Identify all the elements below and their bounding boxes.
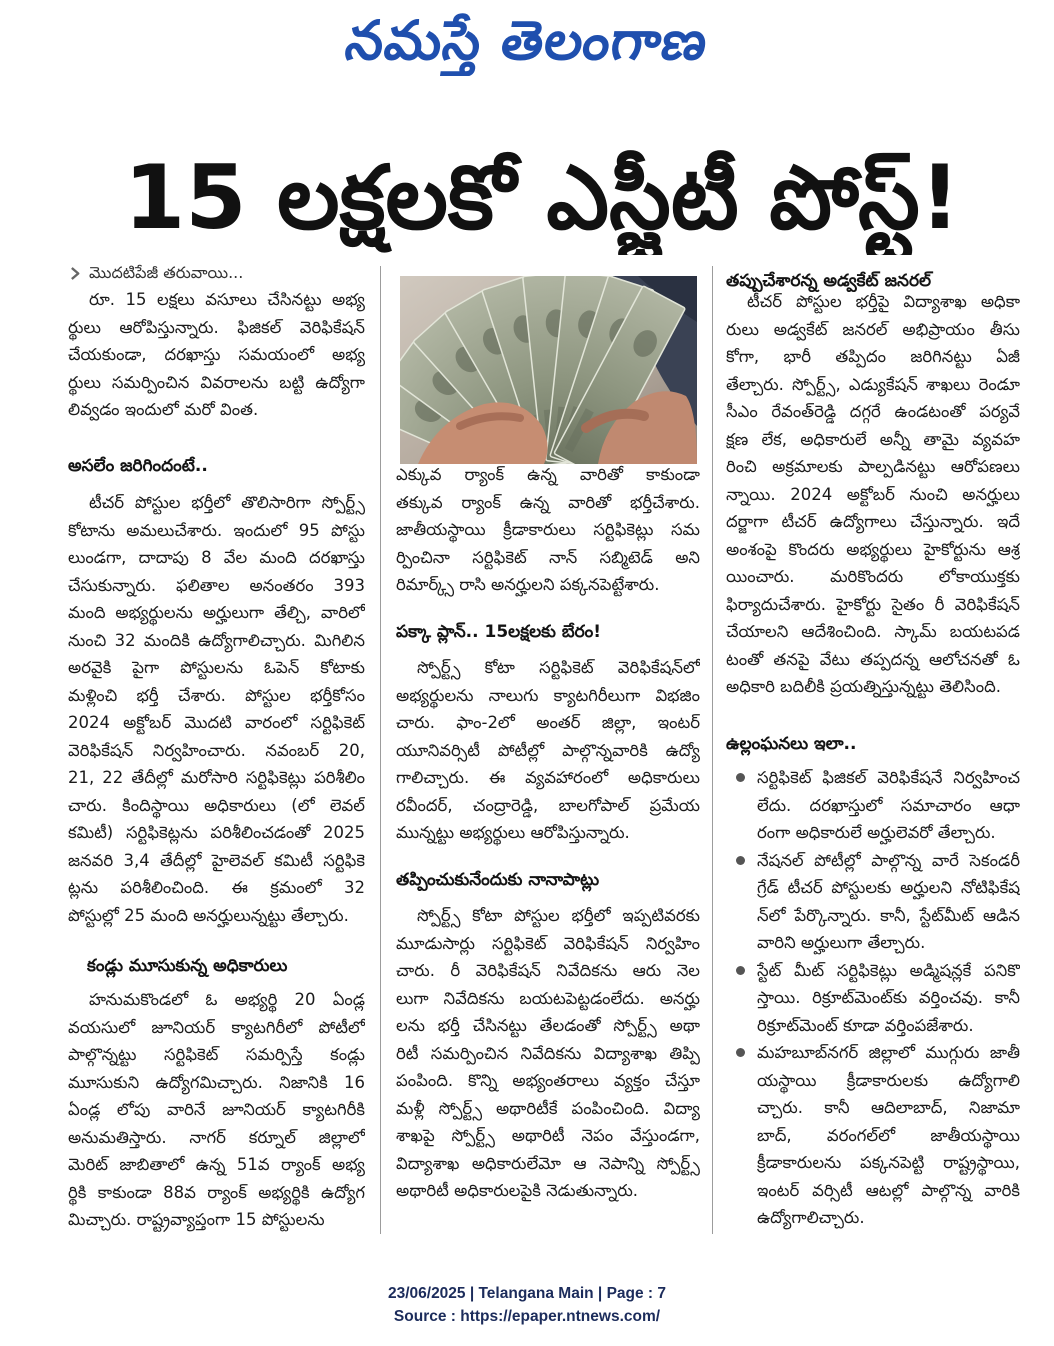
text-line: అధికారి బదిలీకి ప్రయత్నిస్తున్నట్టు తెలిసింది. bbox=[726, 677, 1001, 696]
text-line: న్నాయి. 2024 అక్టోబర్ నుంచి అనర్హులు bbox=[726, 484, 1020, 504]
subheading: తప్పుచేశారన్న అడ్వకేట్ జనరల్ bbox=[726, 271, 932, 291]
bullet-icon bbox=[736, 856, 745, 865]
text-line: చేయకుండా, దరఖాస్తు సమయంలో అభ్య bbox=[68, 345, 365, 364]
text-line: అభ్యర్థులను నాలుగు క్యాటగిరీలుగా విభజిం bbox=[396, 685, 700, 705]
text-line: పంపింది. కొన్ని అభ్యంతరాలు వ్యక్తం చేస్తూ bbox=[396, 1071, 700, 1090]
text-line: ర్పించినా సర్టిఫికెట్ నాన్ సబ్మిటెడ్ అని bbox=[396, 547, 700, 567]
text-line: 21, 22 తేదీల్లో మరోసారి సర్టిఫికెట్లు పరిశీలిం bbox=[68, 768, 365, 787]
text-line: మూడుసార్లు సర్టిఫికెట్ వెరిఫికేషన్ నిర్వహిం bbox=[396, 933, 700, 953]
column-divider bbox=[380, 266, 381, 1234]
text-line: అరవైకి పైగా పోస్టులను ఓపెన్ కోటాకు bbox=[68, 658, 365, 677]
paragraph bbox=[68, 986, 365, 1234]
text-line: తేల్చారు. స్పోర్ట్స్, ఎడ్యుకేషన్ శాఖలు రెండూ bbox=[726, 374, 1020, 394]
list-item-text bbox=[757, 847, 1020, 957]
text-line: దర్జాగా టీచర్ ఉద్యోగాలు చేస్తున్నారు. ఇదే bbox=[726, 512, 1020, 531]
text-line: 2024 అక్టోబర్ మొదటి వారంలో సర్టిఫికెట్ bbox=[68, 713, 365, 732]
text-line: విద్యాశాఖ అధికారులేమో ఆ నెపాన్ని స్పోర్ట్స్ bbox=[396, 1153, 700, 1173]
text-line: జనవరి 3,4 తేదీల్లో హైలెవల్ కమిటీ సర్టిఫికె bbox=[68, 850, 365, 870]
text-line: మిచ్చారు. రాష్ట్రవ్యాప్తంగా 15 పోస్టులను bbox=[68, 1210, 325, 1229]
subheading: కండ్లు మూసుకున్న అధికారులు bbox=[87, 956, 288, 976]
continued-from-note bbox=[68, 259, 365, 287]
text-line: ఏండ్ల లోపు వారినే జూనియర్ క్యాటగిరీకి bbox=[68, 1100, 365, 1119]
text-line: వెరిఫికేషన్ నిర్వహించారు. నవంబర్ 20, bbox=[68, 740, 365, 760]
text-line: టంతో తనపై వేటు తప్పదన్న ఆలోచనతో ఓ bbox=[726, 649, 1020, 669]
text-line: రూ. 15 లక్షలు వసూలు చేసినట్టు అభ్య bbox=[89, 290, 365, 309]
text-line: లుగా నివేదికను బయటపెట్టడంలేదు. అనర్హు bbox=[396, 988, 700, 1008]
text-line: స్టేట్ మీట్ సర్టిఫికెట్లు అడ్మిషన్లకే పనికొ bbox=[757, 960, 1020, 980]
violations-list bbox=[726, 764, 1020, 1232]
list-item bbox=[726, 847, 1020, 957]
text-line: లుండగా, దాదాపు 8 వేల మంది దరఖాస్తు bbox=[68, 548, 365, 567]
column-2 bbox=[396, 255, 700, 1240]
bullet-icon bbox=[736, 1048, 745, 1057]
column-3 bbox=[726, 255, 1020, 1240]
text-line: రులు అడ్వకేట్ జనరల్ అభిప్రాయం తీసు bbox=[726, 319, 1020, 339]
text-line: ఉద్యోగాలిచ్చారు. bbox=[757, 1208, 865, 1227]
text-line: చేసుకున్నారు. ఫలితాల అనంతరం 393 bbox=[68, 575, 365, 595]
rupee-notes-photo bbox=[400, 276, 697, 464]
text-line: పోస్టుల్లో 25 మంది అనర్హులున్నట్టు తేల్చారు. bbox=[68, 905, 349, 925]
text-line: మళ్లీ స్పోర్ట్స్ అథారిటీకే పంపించింది. విద్యా bbox=[396, 1098, 700, 1118]
text-line: మళ్లించి భర్తీ చేశారు. పోస్టుల భర్తీకోసం bbox=[68, 685, 365, 705]
text-line: సీఎం రేవంత్‌రెడ్డి దగ్గరే ఉండటంతో పర్యవే bbox=[726, 402, 1020, 421]
text-line: తక్కువ ర్యాంక్ ఉన్న వారితో భర్తీచేశారు. bbox=[396, 492, 700, 512]
text-line: చారు. ఫాం-2లో అంతర్ జిల్లా, ఇంటర్ bbox=[396, 713, 700, 732]
text-line: ఫిర్యాదుచేశారు. హైకోర్టు సైతం రీ వెరిఫికేషన్ bbox=[726, 594, 1020, 614]
continued-label: మొదటిపేజీ తరువాయి... bbox=[89, 263, 244, 282]
text-line: టీచర్ పోస్టుల భర్తీపై విద్యాశాఖ అధికా bbox=[747, 292, 1020, 311]
paragraph bbox=[68, 489, 365, 929]
text-line: మహబూబ్‌నగర్ జిల్లాలో ముగ్గురు జాతీ bbox=[757, 1043, 1020, 1062]
text-line: క్షణ లేక, అధికారులే అన్నీ తామై వ్యవహ bbox=[726, 429, 1020, 449]
text-line: అనుమతిస్తారు. నాగర్ కర్నూల్ జిల్లాలో bbox=[68, 1127, 365, 1147]
text-line: శాఖపై స్పోర్ట్స్ అథారిటీ నెపం వేస్తుండగా, bbox=[396, 1126, 700, 1145]
text-line: నుంచి 32 మందికి ఉద్యోగాలిచ్చారు. మిగిలిన bbox=[68, 630, 365, 650]
text-line: ఎక్కువ ర్యాంక్ ఉన్న వారితో కాకుండా bbox=[396, 465, 700, 484]
text-line: రంగా అధికారులే అర్హులెవరో తేల్చారు. bbox=[757, 823, 996, 842]
text-line: కోగా, భారీ తప్పిదం జరిగినట్టు ఏజీ bbox=[726, 347, 1020, 366]
text-line: కోటాను అమలుచేశారు. ఇందులో 95 పోస్టు bbox=[68, 520, 365, 540]
text-line: వారిని అర్హులుగా తేల్చారు. bbox=[757, 933, 926, 952]
text-line: ట్లను పరిశీలించింది. ఈ క్రమంలో 32 bbox=[68, 878, 365, 897]
subheading: ఉల్లంఘనలు ఇలా.. bbox=[726, 734, 857, 754]
text-line: రిటీ సమర్పించిన నివేదికను విద్యాశాఖ తిప్పి bbox=[396, 1043, 700, 1063]
paragraph bbox=[396, 902, 700, 1205]
text-line: ర్థులు సమర్పించిన వివరాలను బట్టి ఉద్యోగా bbox=[68, 372, 365, 392]
text-line: స్పోర్ట్స్ కోటా పోస్టుల భర్తీలో ఇప్పటివరకు bbox=[417, 906, 700, 925]
list-item bbox=[726, 1039, 1020, 1232]
list-item-text bbox=[757, 1039, 1020, 1232]
footer-dateline: 23/06/2025 | Telangana Main | Page : 7 bbox=[387, 1285, 667, 1302]
headline: 15 లక్షలకో ఎస్జీటీ పోస్ట్! bbox=[124, 146, 960, 249]
text-line: అథారిటీ అధికారులపైకి నెడుతున్నారు. bbox=[396, 1181, 639, 1200]
text-line: రిక్రూట్‌మెంట్ కూడా వర్తింపజేశారు. bbox=[757, 1015, 974, 1035]
text-line: టీచర్ పోస్టుల భర్తీలో తొలిసారిగా స్పోర్ట్స్ bbox=[89, 493, 365, 512]
text-line: రించి అక్రమాలకు పాల్పడినట్టు ఆరోపణలు bbox=[726, 457, 1020, 476]
text-line: గ్రేడ్ టీచర్ పోస్టులకు అర్హులని నోటిఫికేష bbox=[757, 878, 1020, 897]
paragraph bbox=[396, 461, 700, 599]
text-line: స్తాయి. రిక్రూట్‌మెంట్‌కు వర్తించవు. కానీ bbox=[757, 988, 1020, 1007]
text-line: చ్చారు. కానీ ఆదిలాబాద్, నిజామా bbox=[757, 1098, 1020, 1117]
subheading: పక్కా ప్లాన్.. 15లక్షలకు బేరం! bbox=[396, 622, 602, 642]
list-item-text bbox=[757, 764, 1020, 847]
text-line: నేషనల్ పోటీల్లో పాల్గొన్న వారే సెకండరీ bbox=[757, 850, 1020, 870]
text-line: క్రీడాకారులను పక్కనపెట్టి రాష్ట్రస్థాయి, bbox=[757, 1153, 1020, 1172]
footer-source: Source : https://epaper.ntnews.com/ bbox=[393, 1308, 661, 1325]
bullet-icon bbox=[736, 966, 745, 975]
text-line: ర్థులు ఆరోపిస్తున్నారు. ఫిజికల్ వెరిఫికేషన్ bbox=[68, 317, 365, 337]
text-line: లేదు. దరఖాస్తులో సమాచారం ఆధా bbox=[757, 795, 1020, 815]
paragraph bbox=[68, 286, 365, 424]
text-line: గాలిచ్చారు. ఈ వ్యవహారంలో అధికారులు bbox=[396, 768, 700, 787]
text-line: మున్నట్టు అభ్యర్థులు ఆరోపిస్తున్నారు. bbox=[396, 823, 630, 842]
list-item-text bbox=[757, 957, 1020, 1040]
text-line: చేయాలని ఆదేశించింది. స్కామ్ బయటపడ bbox=[726, 622, 1020, 641]
text-line: న్‌లో పేర్కొన్నారు. కానీ, స్టేట్‌మీట్ ఆడిన bbox=[757, 905, 1020, 925]
text-line: సర్టిఫికెట్ ఫిజికల్ వెరిఫికేషనే నిర్వహించ bbox=[757, 768, 1020, 787]
text-line: స్పోర్ట్స్ కోటా సర్టిఫికెట్ వెరిఫికేషన్‌లో bbox=[417, 658, 700, 677]
text-line: రిమార్క్స్ రాసి అనర్హులని పక్కనపెట్టేశారు. bbox=[396, 575, 660, 594]
text-line: ఇంటర్ వర్సిటీ ఆటల్లో పాల్గొన్న వారికి bbox=[757, 1180, 1020, 1200]
subheading: తప్పించుకునేందుకు నానాపాట్లు bbox=[396, 870, 600, 890]
text-line: మూసుకుని ఉద్యోగమిచ్చారు. నిజానికి 16 bbox=[68, 1072, 365, 1092]
text-line: యూనివర్సిటీ పోటీల్లో పాల్గొన్నవారికి ఉద్యో bbox=[396, 740, 700, 760]
text-line: బాద్, వరంగల్‌లో జాతీయస్థాయి bbox=[757, 1125, 1020, 1145]
text-line: చారు. కిందిస్థాయి అధికారులు (లో లెవల్ bbox=[68, 795, 365, 815]
text-line: అంశంపై కొందరు అభ్యర్థులు హైకోర్టును ఆశ్ర bbox=[726, 539, 1020, 559]
masthead bbox=[300, 6, 754, 76]
text-line: కమిటీ) సర్టిఫికెట్లను పరిశీలించడంతో 2025 bbox=[68, 823, 365, 842]
text-line: జాతీయస్థాయి క్రీడాకారులు సర్టిఫికెట్లు సమ bbox=[396, 520, 700, 539]
text-line: రవీందర్, చంద్రారెడ్డి, బాలగోపాల్ ప్రమేయ bbox=[396, 795, 700, 815]
paragraph bbox=[396, 654, 700, 847]
text-line: వయసులో జూనియర్ క్యాటగిరీలో పోటీలో bbox=[68, 1017, 365, 1037]
text-line: మంది అభ్యర్థులను అర్హులుగా తేల్చి, వారిలో bbox=[68, 603, 365, 622]
text-line: హనుమకొండలో ఓ అభ్యర్థి 20 ఏండ్ల bbox=[89, 990, 365, 1009]
column-divider bbox=[712, 266, 713, 1234]
column-1 bbox=[68, 255, 365, 1240]
subheading: అసలేం జరిగిందంటే.. bbox=[68, 456, 208, 476]
bullet-icon bbox=[736, 773, 745, 782]
text-line: చారు. రీ వెరిఫికేషన్ నివేదికను ఆరు నెల bbox=[396, 961, 700, 980]
text-line: పాల్గొన్నట్టు సర్టిఫికెట్ సమర్పిస్తే కండ్లు bbox=[68, 1045, 365, 1064]
newspaper-logo: నమస్తే తెలంగాణ bbox=[341, 9, 713, 72]
text-line: మెరిట్ జాబితాలో ఉన్న 51వ ర్యాంక్ అభ్య bbox=[68, 1155, 365, 1174]
paragraph bbox=[726, 288, 1020, 701]
text-line: ర్థికి కాకుండా 88వ ర్యాంక్ అభ్యర్థికి ఉద్యోగ bbox=[68, 1182, 365, 1202]
text-line: యించారు. మరికొందరు లోకాయుక్తకు bbox=[726, 567, 1020, 586]
list-item bbox=[726, 957, 1020, 1040]
chevron-right-icon bbox=[70, 267, 81, 280]
text-line: లను భర్తీ చేసినట్టు తేలడంతో స్పోర్ట్స్ అథా bbox=[396, 1016, 700, 1035]
list-item bbox=[726, 764, 1020, 847]
text-line: యస్థాయి క్రీడాకారులకు ఉద్యోగాలి bbox=[757, 1070, 1020, 1090]
text-line: లివ్వడం ఇందులో మరో వింత. bbox=[68, 400, 259, 419]
